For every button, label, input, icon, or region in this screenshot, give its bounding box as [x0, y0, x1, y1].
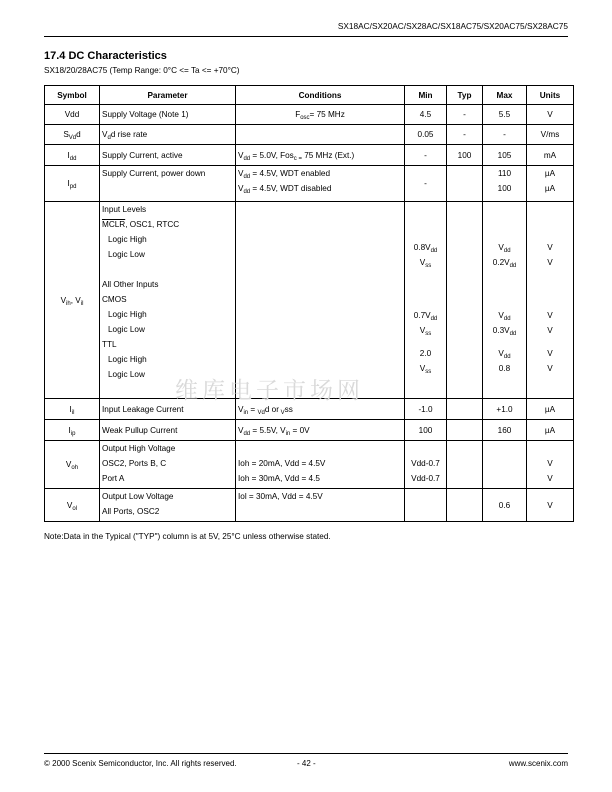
table-row: [45, 441, 574, 489]
cell-units: [527, 202, 574, 399]
cell-symbol: $V_{oh}$: [45, 441, 100, 489]
cell-units: µA: [527, 399, 574, 420]
table-row: [45, 489, 574, 522]
unit-line: µA: [544, 169, 556, 178]
max-line: $V_{dd}$: [498, 349, 511, 360]
cell-symbol: $V_{ol}$: [45, 489, 100, 522]
param-line: All Other Inputs: [102, 280, 159, 289]
cell-parameter: $V_dd$ rise rate: [100, 125, 236, 145]
cell-parameter: Supply Voltage (Note 1): [100, 105, 236, 125]
cell-parameter: Weak Pullup Current: [100, 420, 236, 441]
cell-conditions: [236, 125, 405, 145]
col-header-conditions: Conditions: [236, 86, 405, 105]
header-rule: [44, 36, 568, 37]
table-row: [45, 145, 574, 166]
footer-copyright: © 2000 Scenix Semiconductor, Inc. All rights reserved.: [44, 759, 237, 768]
param-line: [102, 217, 233, 232]
dc-characteristics-table: [44, 85, 574, 522]
max-line: 110: [497, 169, 512, 178]
table-row: [45, 202, 574, 399]
cell-conditions: [236, 441, 405, 489]
param-line: CMOS: [102, 295, 127, 304]
cell-conditions: [236, 166, 405, 202]
param-line: Logic Low: [108, 370, 145, 379]
mclr-overline: MCLR: [102, 220, 126, 229]
cell-symbol: $I_{pd}$: [45, 166, 100, 202]
cell-parameter: [100, 202, 236, 399]
cell-typ: [447, 166, 483, 202]
max-line: 100: [497, 184, 512, 193]
col-header-typ: Typ: [447, 86, 483, 105]
cell-conditions: [236, 202, 405, 399]
cell-min: 0.05: [405, 125, 447, 145]
cell-typ: [447, 420, 483, 441]
param-line: Logic High: [108, 310, 147, 319]
cell-symbol: $I_{il}$: [45, 399, 100, 420]
cell-typ: -: [447, 105, 483, 125]
min-line: $V_{ss}$: [419, 326, 432, 337]
min-line: 2.0: [419, 349, 432, 358]
cell-symbol: $I_{dd}$: [45, 145, 100, 166]
cell-max: 0.6: [483, 489, 527, 522]
cell-typ: -: [447, 125, 483, 145]
cell-conditions: [236, 489, 405, 522]
min-line: $0.7V_{dd}$: [413, 311, 438, 322]
cell-conditions: $V_{in} = _{Vd}d$ or $_V$ss: [236, 399, 405, 420]
unit-line: V: [547, 258, 553, 267]
col-header-max: Max: [483, 86, 527, 105]
cell-max: -: [483, 125, 527, 145]
max-line: $V_{dd}$: [498, 311, 511, 322]
param-line: Output High Voltage: [102, 444, 176, 453]
unit-line: V: [547, 326, 553, 335]
cell-typ: [447, 399, 483, 420]
cell-min: [405, 441, 447, 489]
cell-symbol: $I_{ip}$: [45, 420, 100, 441]
param-line: Logic Low: [108, 250, 145, 259]
cell-min: -: [405, 166, 447, 202]
cell-conditions: $F_{osc}= 75$ MHz: [236, 105, 405, 125]
cond-line: Ioh = 30mA, Vdd = 4.5: [238, 474, 320, 483]
cond-line: Iol = 30mA, Vdd = 4.5V: [238, 492, 323, 501]
cond-line: Ioh = 20mA, Vdd = 4.5V: [238, 459, 326, 468]
max-line: $0.3V_{dd}$: [492, 326, 517, 337]
cell-min: 100: [405, 420, 447, 441]
col-header-symbol: Symbol: [45, 86, 100, 105]
cell-min: 4.5: [405, 105, 447, 125]
cell-conditions: $V_{dd} = 5.5V$, $V_{in} = 0V$: [236, 420, 405, 441]
param-line: Logic High: [108, 235, 147, 244]
cell-max: 105: [483, 145, 527, 166]
cell-parameter: Input Leakage Current: [100, 399, 236, 420]
cell-parameter: [100, 166, 236, 202]
footer-rule: [44, 753, 568, 754]
unit-line: V: [547, 364, 553, 373]
cell-symbol: $V_{ih}$, $V_{il}$: [45, 202, 100, 399]
page-number: - 42 -: [297, 759, 316, 768]
param-line: Output Low Voltage: [102, 492, 174, 501]
mclr-rest: , OSC1, RTCC: [125, 220, 180, 229]
cell-min: [405, 202, 447, 399]
footer-url: www.scenix.com: [508, 759, 568, 768]
max-line: $V_{dd}$: [498, 243, 511, 254]
cond-vdd-text: $V_{dd} = 5.0V$, Fos$_{c =}$ 75 MHz (Ext.): [238, 150, 355, 162]
cell-conditions: [236, 145, 405, 166]
cell-parameter: [100, 489, 236, 522]
cell-typ: 100: [447, 145, 483, 166]
unit-line: V: [547, 311, 553, 320]
cell-units: [527, 441, 574, 489]
param-line: Port A: [102, 474, 125, 483]
table-row: [45, 105, 574, 125]
col-header-parameter: Parameter: [100, 86, 236, 105]
spacer: [102, 262, 233, 277]
param-text: Supply Current, power down: [102, 169, 206, 178]
cell-max: 5.5: [483, 105, 527, 125]
cell-max: +1.0: [483, 399, 527, 420]
section-title: 17.4 DC Characteristics: [44, 50, 167, 62]
cell-symbol: Vdd: [45, 105, 100, 125]
cell-units: [527, 166, 574, 202]
param-line: OSC2, Ports B, C: [102, 459, 167, 468]
param-line: Logic High: [108, 355, 147, 364]
cell-units: V: [527, 489, 574, 522]
cell-units: mA: [527, 145, 574, 166]
section-subtitle: SX18/20/28AC75 (Temp Range: 0°C <= Ta <= +70°C): [44, 66, 240, 75]
cell-symbol: $S_{Vd}d$: [45, 125, 100, 145]
cell-max: [483, 166, 527, 202]
table-note: Note:Data in the Typical ("TYP") column is at 5V, 25°C unless otherwise stated.: [44, 532, 331, 541]
max-line: $0.2V_{dd}$: [492, 258, 517, 269]
table-row: [45, 166, 574, 202]
min-line: $0.8V_{dd}$: [413, 243, 438, 254]
table-row: [45, 125, 574, 145]
cell-units: V/ms: [527, 125, 574, 145]
min-line: Vdd-0.7: [411, 459, 440, 468]
param-line: Logic Low: [108, 325, 145, 334]
cell-max: [483, 202, 527, 399]
cell-units: V: [527, 105, 574, 125]
max-line: 0.8: [498, 364, 511, 373]
unit-line: V: [547, 474, 553, 483]
cell-min: [405, 489, 447, 522]
cell-min: -: [405, 145, 447, 166]
cell-units: µA: [527, 420, 574, 441]
cell-max: 160: [483, 420, 527, 441]
param-line: All Ports, OSC2: [102, 507, 160, 516]
col-header-units: Units: [527, 86, 574, 105]
unit-line: V: [547, 243, 553, 252]
cell-min: -1.0: [405, 399, 447, 420]
cond-line: $V_{dd} = 4.5V$, WDT disabled: [238, 184, 332, 195]
param-line: Input Levels: [102, 205, 147, 214]
table-row: [45, 420, 574, 441]
table-row: [45, 399, 574, 420]
watermark: 维库电子市场网: [175, 378, 364, 404]
running-header: SX18AC/SX20AC/SX28AC/SX18AC75/SX20AC75/SX28AC75: [337, 21, 568, 31]
param-line: TTL: [102, 340, 117, 349]
cond-line: $V_{dd} = 4.5V$, WDT enabled: [238, 169, 331, 180]
table-header-row: [45, 86, 574, 105]
cell-parameter: [100, 441, 236, 489]
min-line: $V_{ss}$: [419, 364, 432, 375]
unit-line: V: [547, 349, 553, 358]
col-header-min: Min: [405, 86, 447, 105]
min-line: $V_{ss}$: [419, 258, 432, 269]
cell-max: [483, 441, 527, 489]
unit-line: µA: [544, 184, 556, 193]
cell-typ: [447, 489, 483, 522]
min-line: Vdd-0.7: [411, 474, 440, 483]
unit-line: V: [547, 459, 553, 468]
cell-typ: [447, 202, 483, 399]
cell-parameter: Supply Current, active: [100, 145, 236, 166]
cell-typ: [447, 441, 483, 489]
